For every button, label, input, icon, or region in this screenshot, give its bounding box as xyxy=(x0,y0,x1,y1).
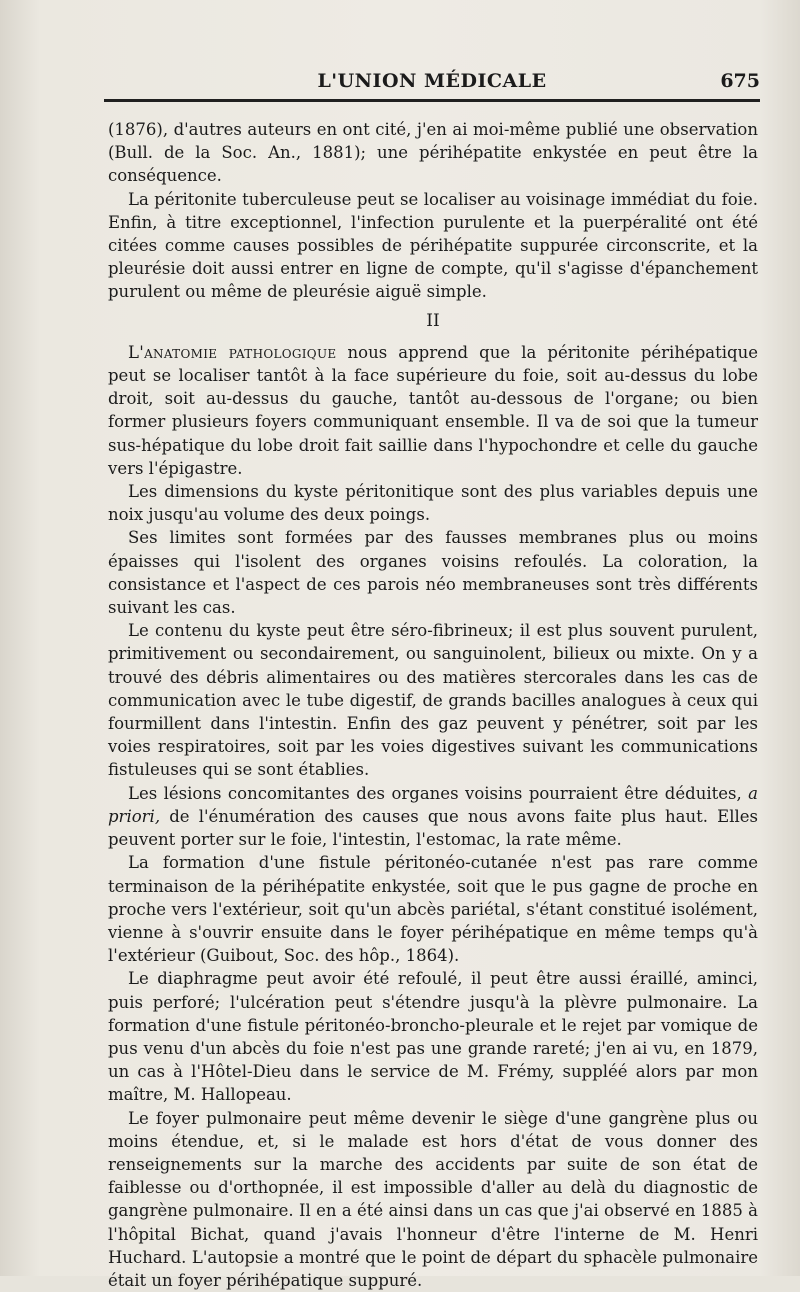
section-lead: L'anatomie pathologique xyxy=(128,342,337,362)
running-title: L'UNION MÉDICALE xyxy=(317,70,547,92)
paragraph-7-a: Les lésions concomitantes des organes voisins pourraient être déduites, xyxy=(128,783,749,803)
paragraph-1: (1876), d'autres auteurs en ont cité, j'en ai moi-même publié une observation (Bull. de la Soc. An., 1881); une périhépatite enkystée en peut être la conséquence. xyxy=(108,120,758,186)
paragraph-2: La péritonite tuberculeuse peut se localiser au voisinage immédiat du foie. Enfin, à titre exceptionnel, l'infection purulente et la puerpéralité ont été citées comme causes possibles de périhépatite suppurée circonscrite, et la pleurésie doit aussi entrer en ligne de compte, qu'il s'agisse d'épanchement purulent ou même de pleurésie aiguë simple. xyxy=(108,189,758,302)
paragraph-9: Le diaphragme peut avoir été refoulé, il peut être aussi éraillé, aminci, puis perforé; l'ulcération peut s'étendre jusqu'à la plèvre pulmonaire. La formation d'une fistule péritonéo-broncho-pleurale et le rejet par vomique de pus venu d'un abcès du foie n'est pas une grande rareté; j'en ai vu, en 1879, un cas à l'Hôtel-Dieu dans le service de M. Frémy, suppléé alors par mon maître, M. Hallopeau. xyxy=(108,969,758,1105)
paragraph-6: Le contenu du kyste peut être séro-fibrineux; il est plus souvent purulent, primitivement ou secondairement, ou sanguinolent, bilieux ou mixte. On y a trouvé des débris alimentaires ou des matières stercorales dans les cas de communication avec le tube digestif, de grands bacilles analogues à ceux qui fourmillent dans l'intestin. Enfin des gaz peuvent y pénétrer, soit par les voies respiratoires, soit par les voies digestives suivant les communications fistuleuses qui se sont établies. xyxy=(108,621,758,780)
paragraph-8: La formation d'une fistule péritonéo-cutanée n'est pas rare comme terminaison de la périhépatite enkystée, soit que le pus gagne de proche en proche vers l'extérieur, soit qu'un abcès pariétal, s'étant constitué isolément, vienne à s'ouvrir ensuite dans le foyer périhépatique en même temps qu'à l'extérieur (Guibout, Soc. des hôp., 1864). xyxy=(108,853,758,966)
paragraph-7-b: de l'énumération des causes que nous avons faite plus haut. Elles peuvent porter sur le foie, l'intestin, l'estomac, la rate même. xyxy=(108,806,758,850)
paragraph-10: Le foyer pulmonaire peut même devenir le siège d'une gangrène plus ou moins étendue, et, si le malade est hors d'état de vous donner des renseignements sur la marche des accidents par suite de son état de faiblesse ou d'orthopnée, il est impossible d'aller au delà du diagnostic de gangrène pulmonaire. Il en a été ainsi dans un cas que j'ai observé en 1885 à l'hôpital Bichat, quand j'avais l'honneur d'être l'interne de M. Henri Huchard. L'autopsie a montré que le point de départ du sphacèle pulmonaire était un foyer périhépatique suppuré. xyxy=(108,1108,758,1290)
paragraph-3 xyxy=(108,341,758,480)
section-number: II xyxy=(426,310,440,331)
running-header xyxy=(104,70,760,98)
page-number: 675 xyxy=(720,70,760,92)
paragraph-3-text: nous apprend que la péritonite périhépatique peut se localiser tantôt à la face supérieure du foie, soit au-dessus du lobe droit, soit au-dessus du gauche, tantôt au-dessous de l'organe; ou bien former plusieurs foyers communiquant ensemble. Il va de soi que la tumeur sus-hépatique du lobe droit fait saillie dans l'hypochondre et celle du gauche vers l'épigastre. xyxy=(108,342,758,478)
paragraph-4: Les dimensions du kyste péritonitique sont des plus variables depuis une noix jusqu'au volume des deux poings. xyxy=(108,482,758,525)
paragraph-7 xyxy=(108,782,758,852)
body-text xyxy=(108,118,758,1292)
paragraph-7-italic: a priori, xyxy=(108,783,758,826)
paragraph-5: Ses limites sont formées par des fausses membranes plus ou moins épaisses qui l'isolent des organes voisins refoulés. La coloration, la consistance et l'aspect de ces parois néo membraneuses sont très différents suivant les cas. xyxy=(108,528,758,618)
header-rule xyxy=(104,99,760,102)
